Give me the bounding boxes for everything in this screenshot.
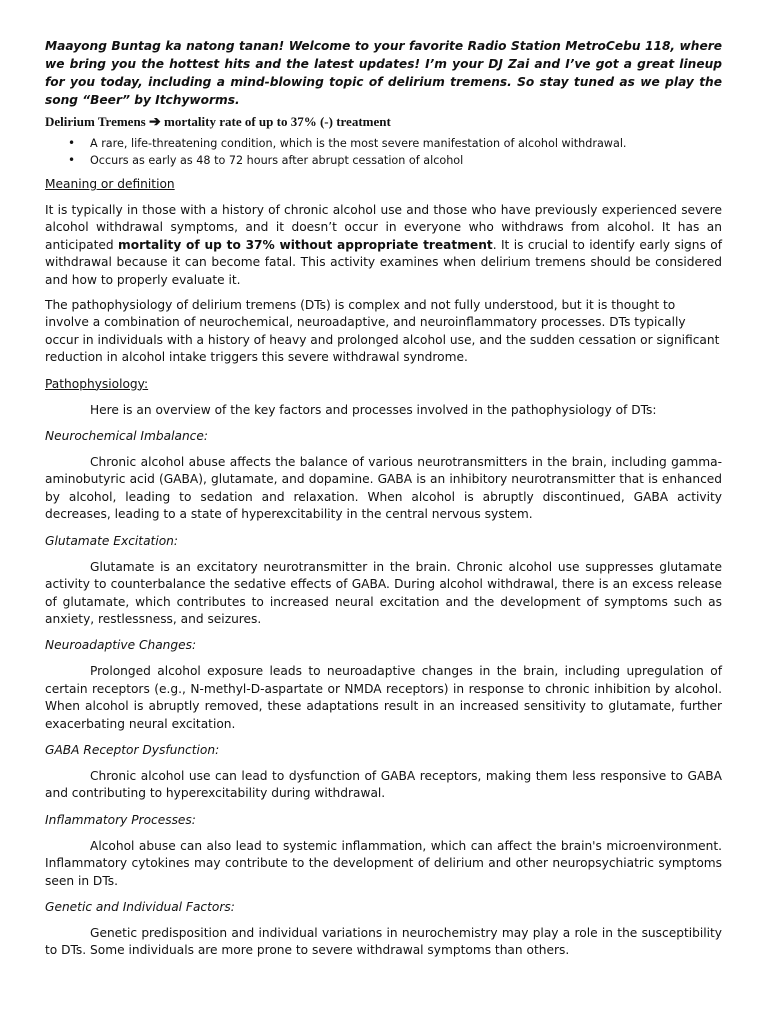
pathophysiology-overview: Here is an overview of the key factors and processes involved in the pathophysiology of DTs:: [90, 402, 657, 417]
section-text-neuroadaptive: Prolonged alcohol exposure leads to neuroadaptive changes in the brain, including upregulation of certain receptors (e.g., N-methyl-D-aspartate or NMDA receptors) in response to chronic inhibition by alcohol. When alcohol is abruptly removed, these adaptations result in an increased sensitivity to glutamate, further exacerbating neural excitation.: [45, 664, 722, 731]
section-text-gaba-receptor: Chronic alcohol use can lead to dysfunction of GABA receptors, making them less responsive to GABA and contributing to hyperexcitability during withdrawal.: [45, 768, 722, 801]
section-text-glutamate: Glutamate is an excitatory neurotransmitter in the brain. Chronic alcohol use suppresses glutamate activity to counterbalance the sedative effects of GABA. During alcohol withdrawal, there is an excess release of glutamate, which contributes to increased neural excitation and the development of symptoms such as anxiety, restlessness, and seizures.: [45, 559, 722, 626]
pathophysiology-heading: Pathophysiology:: [45, 376, 149, 391]
radio-intro: Maayong Buntag ka natong tanan! Welcome to your favorite Radio Station MetroCebu 118, where we bring you the hottest hits and the latest updates! I’m your DJ Zai and I’ve got a great lineup for you today, including a mind-blowing topic of delirium tremens. So stay tuned as we play the song “Beer” by Itchyworms.: [45, 39, 722, 107]
title-right: mortality rate of up to 37% (-) treatment: [163, 114, 391, 129]
section-text-neurochemical: Chronic alcohol abuse affects the balance of various neurotransmitters in the brain, including gamma-aminobutyric acid (GABA), glutamate, and dopamine. GABA is an inhibitory neurotransmitter that is enhanced by alcohol, leading to sedation and relaxation. When alcohol is abruptly discontinued, GABA activity decreases, leading to a state of hyperexcitability in the central nervous system.: [45, 455, 722, 522]
meaning-heading: Meaning or definition: [45, 177, 175, 191]
section-heading-neuroadaptive: Neuroadaptive Changes:: [45, 638, 197, 653]
bullet-text: A rare, life-threatening condition, which is the most severe manifestation of alcohol withdrawal.: [90, 137, 627, 150]
meaning-paragraph: [45, 202, 722, 289]
section-text-inflammatory: Alcohol abuse can also lead to systemic inflammation, which can affect the brain's microenvironment. Inflammatory cytokines may contribute to the development of delirium and other neuropsychiatric symptoms seen in DTs.: [45, 838, 722, 888]
list-item: [68, 135, 722, 152]
arrow-right-icon: ➔: [149, 115, 161, 130]
meaning-text-a: It is typically in those with a history of chronic alcohol use and those who have previously experienced severe alcohol withdrawal symptoms, and it doesn’t occur in everyone who withdraws from alcohol. It has an anticipated: [45, 203, 722, 252]
summary-bullet-list: [45, 135, 722, 169]
section-heading-genetic: Genetic and Individual Factors:: [45, 899, 235, 914]
bullet-text: Occurs as early as 48 to 72 hours after abrupt cessation of alcohol: [90, 154, 464, 167]
bullet-icon: •: [68, 153, 76, 167]
meaning-text-b: . It is crucial to identify early signs of withdrawal because it can become fatal. This activity examines when delirium tremens should be considered and how to properly evaluate it.: [45, 237, 722, 287]
mortality-emphasis: mortality of up to 37% without appropriate treatment: [118, 237, 493, 252]
bullet-icon: •: [68, 136, 76, 150]
document-title: [45, 113, 722, 132]
document-page: [45, 37, 722, 968]
pathophysiology-intro-paragraph: The pathophysiology of delirium tremens (DTs) is complex and not fully understood, but it is thought to involve a combination of neurochemical, neuroadaptive, and neuroinflammatory processes. DTs typically occur in individuals with a history of heavy and prolonged alcohol use, and the sudden cessation or significant reduction in alcohol intake triggers this severe withdrawal syndrome.: [45, 298, 720, 365]
section-heading-gaba-receptor: GABA Receptor Dysfunction:: [45, 742, 220, 757]
title-left: Delirium Tremens: [45, 114, 146, 129]
section-heading-neurochemical: Neurochemical Imbalance:: [45, 429, 208, 444]
section-text-genetic: Genetic predisposition and individual variations in neurochemistry may play a role in the susceptibility to DTs. Some individuals are more prone to severe withdrawal symptoms than others.: [45, 925, 722, 958]
list-item: [68, 152, 722, 169]
section-heading-inflammatory: Inflammatory Processes:: [45, 812, 196, 827]
section-heading-glutamate: Glutamate Excitation:: [45, 533, 178, 548]
